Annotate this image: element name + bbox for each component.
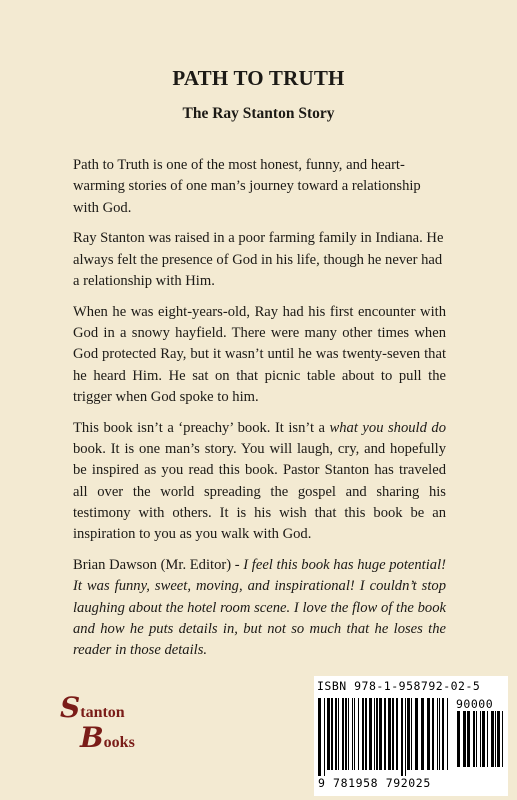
barcode-bar [467, 711, 470, 767]
publisher-initial-s: S [60, 691, 81, 724]
barcode-bar [421, 698, 424, 770]
barcode-bar [476, 711, 477, 767]
barcode-bar [358, 698, 359, 770]
price-addon-digits: 90000 [456, 697, 494, 711]
barcode-bar [457, 711, 460, 767]
barcode-bar [497, 711, 500, 767]
barcode-bar [374, 698, 375, 770]
isbn-barcode [314, 676, 508, 796]
barcode-bar [411, 698, 412, 770]
barcode-bar [327, 698, 330, 770]
barcode-bar [415, 698, 418, 770]
barcode-bar [463, 711, 466, 767]
barcode-bar [342, 698, 344, 770]
barcode-bar [432, 698, 434, 770]
barcode-bar [384, 698, 386, 770]
barcode-bar [437, 698, 438, 770]
paragraph-background: Ray Stanton was raised in a poor farming family in Indiana. He always felt the presence of God in his life, though he never had a relationship with Him. [73, 230, 444, 289]
blurb [73, 155, 446, 671]
barcode-bar [427, 698, 430, 770]
about-book-text-1: This book isn’t a ‘preachy’ book. It isn’t a [73, 419, 330, 436]
isbn-label: ISBN 978-1-958792-02-5 [317, 679, 481, 693]
book-title: PATH TO TRUTH [172, 66, 345, 90]
barcode-bar [331, 698, 333, 770]
barcode-bar [407, 698, 410, 770]
about-book-text-2: book. It is one man’s story. You will laugh, cry, and hopefully be inspired as you read this book. Pastor Stanton has traveled all over the world spreading the gospel and sharing his testimony with others. It is his wish that this book be an inspiration to you as you walk with God. [73, 441, 446, 543]
barcode-bar [352, 698, 353, 770]
publisher-word-2: ooks [103, 734, 135, 751]
barcode-bar [405, 698, 406, 776]
publisher-logo [60, 691, 170, 754]
endorsement-attribution: Brian Dawson (Mr. Editor) - [73, 557, 244, 574]
barcode-bar [442, 698, 444, 770]
addon-barcode-bars [457, 711, 505, 773]
barcode-bar [324, 698, 325, 776]
barcode-bar [491, 711, 494, 767]
barcode-bar [502, 711, 503, 767]
barcode-bar [338, 698, 339, 770]
barcode-bar [392, 698, 394, 770]
barcode-bar [318, 698, 321, 776]
paragraph-endorsement [73, 555, 446, 661]
barcode-bar [369, 698, 372, 770]
barcode-bar [388, 698, 391, 770]
barcode-bar [473, 711, 475, 767]
barcode-bar [354, 698, 355, 770]
barcode-bar [345, 698, 347, 770]
ean-barcode-bars [318, 698, 452, 776]
about-book-emphasis: what you should do [329, 419, 446, 436]
endorsement-quote: I feel this book has huge potential! It was funny, sweet, moving, and inspirational! I couldn’t stop laughing about the hotel room scene. I love the flow of the book and how he puts details in, but not so much that he loses the reader in those details. [73, 557, 446, 659]
book-subtitle: The Ray Stanton Story [182, 105, 335, 122]
paragraph-encounter: When he was eight-years-old, Ray had his first encounter with God in a snowy hayfield. There were many other times when God protected Ray, but it wasn’t until he was twenty-seven that he heard Him. He sat on that picnic table about to pull the trigger when God spoke to him. [73, 303, 446, 405]
paragraph-about-book [73, 418, 446, 546]
barcode-bar [379, 698, 382, 770]
barcode-bar [401, 698, 403, 776]
barcode-bar [348, 698, 349, 770]
publisher-word-1: tanton [80, 704, 125, 721]
barcode-bar [376, 698, 378, 770]
barcode-bar [335, 698, 337, 770]
barcode-bar [447, 698, 448, 770]
barcode-bar [480, 711, 481, 767]
publisher-line-1 [60, 691, 125, 724]
publisher-line-2 [80, 721, 135, 754]
ean-digits: 9 781958 792025 [318, 776, 431, 790]
barcode-bar [396, 698, 398, 770]
barcode-bar [482, 711, 485, 767]
publisher-initial-b: B [80, 721, 104, 754]
paragraph-intro: Path to Truth is one of the most honest, funny, and heart-warming stories of one man’s journey toward a relationship with God. [73, 157, 421, 216]
barcode-bar [495, 711, 496, 767]
barcode-bar [487, 711, 488, 767]
barcode-bar [365, 698, 367, 770]
barcode-bar [362, 698, 364, 770]
barcode-bar [439, 698, 440, 770]
